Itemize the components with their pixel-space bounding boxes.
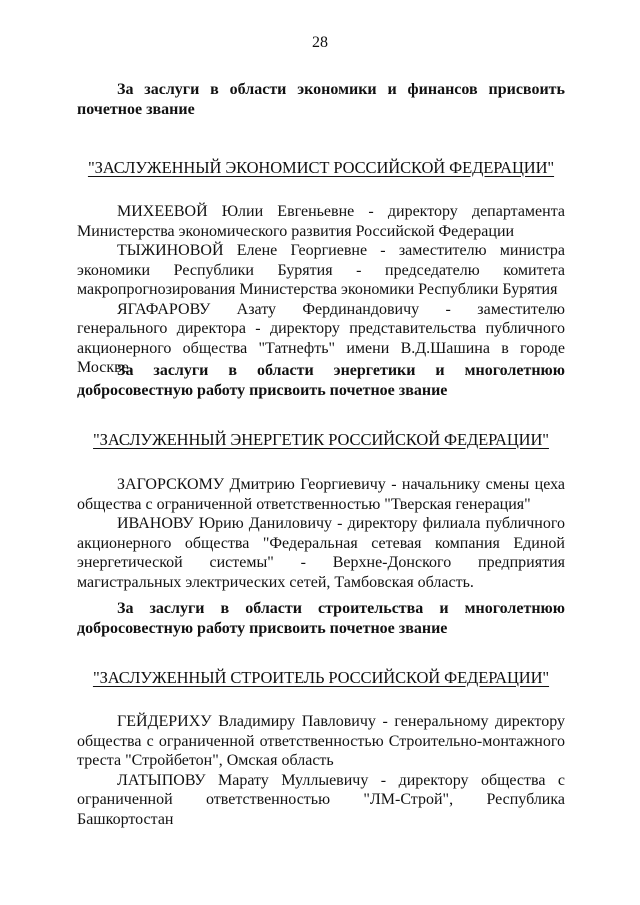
recipient-entry: ИВАНОВУ Юрию Даниловичу - директору филиала публичного акционерного общества "Федеральная сетевая компания Единой энергетической системы" - Верхне-Донского предприятия магистральных электрических сетей, Тамбовская область. [77, 515, 565, 591]
recipient-list [77, 712, 565, 829]
award-section-builder [77, 599, 565, 829]
section-intro: За заслуги в области экономики и финансов присвоить почетное звание [77, 81, 565, 118]
section-intro: За заслуги в области строительства и многолетнюю добросовестную работу присвоить почетное звание [77, 600, 565, 637]
recipient-entry: ТЫЖИНОВОЙ Елене Георгиевне - заместителю министра экономики Республики Бурятия - председателю комитета макропрогнозирования Министерства экономики Республики Бурятия [77, 242, 565, 298]
page-number: 28 [312, 34, 328, 51]
recipient-entry: ЛАТЫПОВУ Марату Муллыевичу - директору общества с ограниченной ответственностью "ЛМ-Строй", Республика Башкортостан [77, 771, 565, 828]
recipient-entry: МИХЕЕВОЙ Юлии Евгеньевне - директору департамента Министерства экономического развития Российской Федерации [77, 203, 565, 240]
recipient-list [77, 202, 565, 378]
award-title: "ЗАСЛУЖЕННЫЙ ЭНЕРГЕТИК РОССИЙСКОЙ ФЕДЕРАЦИИ" [93, 430, 549, 449]
award-section-energetic [77, 361, 565, 592]
award-title: "ЗАСЛУЖЕННЫЙ ЭКОНОМИСТ РОССИЙСКОЙ ФЕДЕРАЦИИ" [87, 158, 555, 177]
section-intro: За заслуги в области энергетики и многолетнюю добросовестную работу присвоить почетное звание [77, 362, 565, 399]
award-section-economist [77, 80, 565, 378]
recipient-entry: ГЕЙДЕРИХУ Владимиру Павловичу - генеральному директору общества с ограниченной ответственностью Строительно-монтажного треста "Стройбетон", Омская область [77, 713, 565, 769]
recipient-entry: ЯГАФАРОВУ Азату Фердинандовичу - заместителю генерального директора - директору представительства публичного акционерного общества "Татнефть" имени В.Д.Шашина в городе Москве. [77, 300, 565, 376]
award-title: "ЗАСЛУЖЕННЫЙ СТРОИТЕЛЬ РОССИЙСКОЙ ФЕДЕРАЦИИ" [92, 668, 550, 687]
recipient-entry: ЗАГОРСКОМУ Дмитрию Георгиевичу - начальнику смены цеха общества с ограниченной ответственностью "Тверская генерация" [77, 476, 565, 513]
recipient-list [77, 475, 565, 592]
